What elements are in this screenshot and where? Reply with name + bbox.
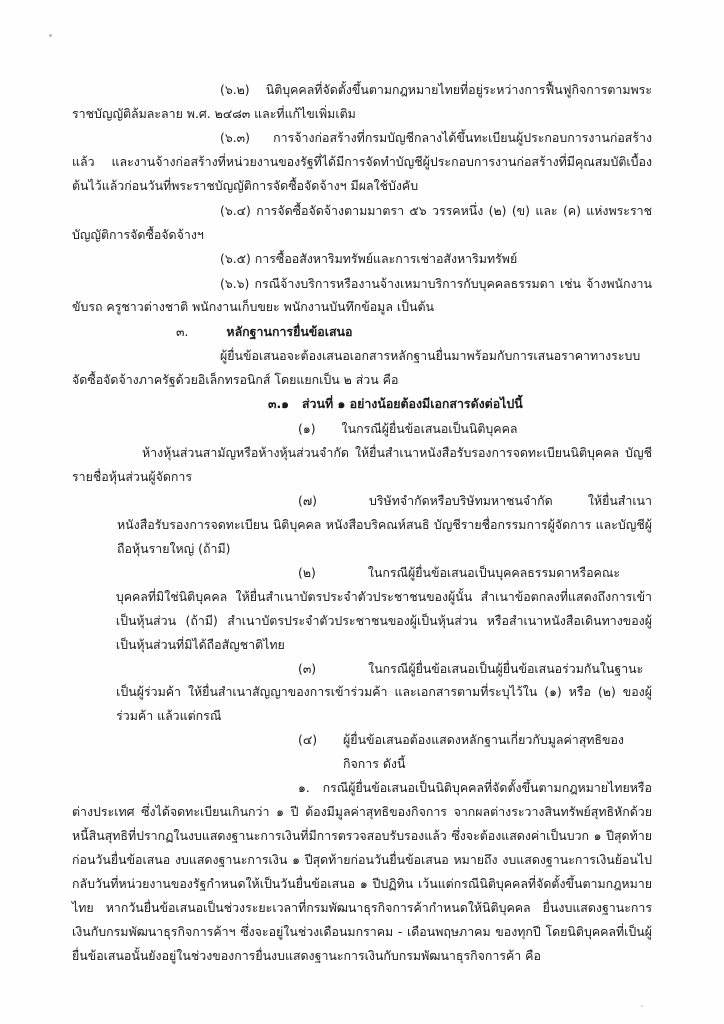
section-title: หลักฐานการยื่นข้อเสนอ bbox=[226, 323, 353, 339]
section-number: ๓. bbox=[176, 323, 189, 339]
paragraph-partnership: ห้างหุ้นส่วนสามัญหรือห้างหุ้นส่วนจำกัด ให้ยื่นสำเนาหนังสือรับรองการจดทะเบียนนิติบุคคล บัญชีรายชื่อหุ้นส่วนผู้จัดการ bbox=[72, 444, 652, 484]
list-item-label: ในกรณีผู้ยื่นข้อเสนอเป็นผู้ยื่นข้อเสนอร่วมกันในฐานะเป็นผู้ร่วมค้า ให้ยื่นสำเนาสัญญาของการเข้าร่วมค้า และเอกสารตามที่ระบุไว้ใน (๑) หรือ (๒) ของผู้ร่วมค้า แล้วแต่กรณี bbox=[116, 660, 652, 724]
list-item-label: ผู้ยื่นข้อเสนอต้องแสดงหลักฐานเกี่ยวกับมูลค่าสุทธิของกิจการ ดังนี้ bbox=[343, 732, 624, 772]
page-speck bbox=[641, 1005, 643, 1007]
list-item-label: ในกรณีผู้ยื่นข้อเสนอเป็นบุคคลธรรมดาหรือคณะบุคคลที่มิใช่นิติบุคคล ให้ยื่นสำเนาบัตรประจำตัวประชาชนของผู้นั้น สำเนาข้อตกลงที่แสดงถึงการเข้าเป็นหุ้นส่วน (ถ้ามี) สำเนาบัตรประจำตัวประชาชนของผู้เป็นหุ้นส่วน หรือสำเนาหนังสือเดินทางของผู้เป็นหุ้นส่วนที่มิได้ถือสัญชาติไทย bbox=[115, 564, 652, 652]
document-body bbox=[72, 78, 652, 968]
paragraph-6-2: (๖.๒) นิติบุคคลที่จัดตั้งขึ้นตามกฎหมายไทยที่อยู่ระหว่างการฟื้นฟูกิจการตามพระราชบัญญัติล้มละลาย พ.ศ. ๒๔๘๓ และที่แก้ไขเพิ่มเติม bbox=[72, 82, 652, 121]
paragraph-6-6: (๖.๖) กรณีจ้างบริการหรืองานจ้างเหมาบริการกับบุคคลธรรมดา เช่น จ้างพนักงานขับรถ ครูชาวต่างชาติ พนักงานเก็บขยะ พนักงานบันทึกข้อมูล เป็นต้น bbox=[72, 275, 652, 315]
list-item-number: (๔) bbox=[298, 732, 318, 748]
list-item-label: บริษัทจำกัดหรือบริษัทมหาชนจำกัด ให้ยื่นสำเนาหนังสือรับรองการจดทะเบียน นิติบุคคล หนังสือบริคณห์สนธิ บัญชีรายชื่อกรรมการผู้จัดการ และบัญชีผู้ถือหุ้นรายใหญ่ (ถ้ามี) bbox=[117, 492, 652, 556]
paragraph-6-5: (๖.๕) การซื้ออสังหาริมทรัพย์และการเช่าอสังหาริมทรัพย์ bbox=[220, 251, 518, 267]
list-item-7 bbox=[72, 489, 652, 561]
page-speck bbox=[49, 34, 52, 37]
list-item-number: (๒) bbox=[298, 564, 316, 580]
list-item-1 bbox=[72, 417, 652, 441]
paragraph-net-worth-case-1: ๑. กรณีผู้ยื่นข้อเสนอเป็นนิติบุคคลที่จัดตั้งขึ้นตามกฎหมายไทยหรือต่างประเทศ ซึ่งได้จดทะเบียนเกินกว่า ๑ ปี ต้องมีมูลค่าสุทธิของกิจการ จากผลต่างระวางสินทรัพย์สุทธิหักด้วยหนี้สินสุทธิที่ปรากฏในงบแสดงฐานะการเงินที่มีการตรวจสอบรับรองแล้ว ซึ่งจะต้องแสดงค่าเป็นบวก ๑ ปีสุดท้ายก่อนวันยื่นข้อเสนอ งบแสดงฐานะการเงิน ๑ ปีสุดท้ายก่อนวันยื่นข้อเสนอ หมายถึง งบแสดงฐานะการเงินย้อนไปกลับวันที่หน่วยงานของรัฐกำหนดให้เป็นวันยื่นข้อเสนอ ๑ ปีปฏิทิน เว้นแต่กรณีนิติบุคคลที่จัดตั้งขึ้นตามกฎหมายไทย หากวันยื่นข้อเสนอเป็นช่วงระยะเวลาที่กรมพัฒนาธุรกิจการค้ากำหนดให้นิติบุคคล ยื่นงบแสดงฐานะการเงินกับกรมพัฒนาธุรกิจการค้าฯ ซึ่งจะอยู่ในช่วงเดือนมกราคม - เดือนพฤษภาคม ของทุกปี โดยนิติบุคคลที่เป็นผู้ยื่นข้อเสนอนั้นยังอยู่ในช่วงของการยื่นงบแสดงฐานะการเงินกับกรมพัฒนาธุรกิจการค้า คือ bbox=[72, 780, 652, 963]
paragraph-6-3: (๖.๓) การจ้างก่อสร้างที่กรมบัญชีกลางได้ขึ้นทะเบียนผู้ประกอบการงานก่อสร้างแล้ว และงานจ้างก่อสร้างที่หน่วยงานของรัฐที่ได้มีการจัดทำบัญชีผู้ประกอบการงานก่อสร้างที่มีคุณสมบัติเบื้องต้นไว้แล้วก่อนวันที่พระราชบัญญัติการจัดซื้อจัดจ้างฯ มีผลใช้บังคับ bbox=[72, 130, 652, 194]
list-item-number: (๗) bbox=[298, 492, 317, 508]
list-item-number: (๓) bbox=[298, 660, 317, 676]
list-item-3 bbox=[72, 657, 652, 729]
section-heading-3 bbox=[72, 320, 652, 344]
list-item-label: ในกรณีผู้ยื่นข้อเสนอเป็นนิติบุคคล bbox=[341, 420, 518, 436]
paragraph-section3-intro: ผู้ยื่นข้อเสนอจะต้องเสนอเอกสารหลักฐานยื่นมาพร้อมกับการเสนอราคาทางระบบจัดซื้อจัดจ้างภาครัฐด้วยอิเล็กทรอนิกส์ โดยแยกเป็น ๒ ส่วน คือ bbox=[72, 347, 641, 387]
subsection-heading-3-1: ๓.๑ ส่วนที่ ๑ อย่างน้อยต้องมีเอกสารดังต่อไปนี้ bbox=[268, 396, 523, 412]
list-item-4 bbox=[72, 728, 652, 776]
list-item-2 bbox=[72, 561, 652, 657]
paragraph-6-4: (๖.๔) การจัดซื้อจัดจ้างตามมาตรา ๕๖ วรรคหนึ่ง (๒) (ข) และ (ค) แห่งพระราชบัญญัติการจัดซื้อจัดจ้างฯ bbox=[72, 202, 652, 242]
list-item-number: (๑) bbox=[298, 420, 316, 436]
